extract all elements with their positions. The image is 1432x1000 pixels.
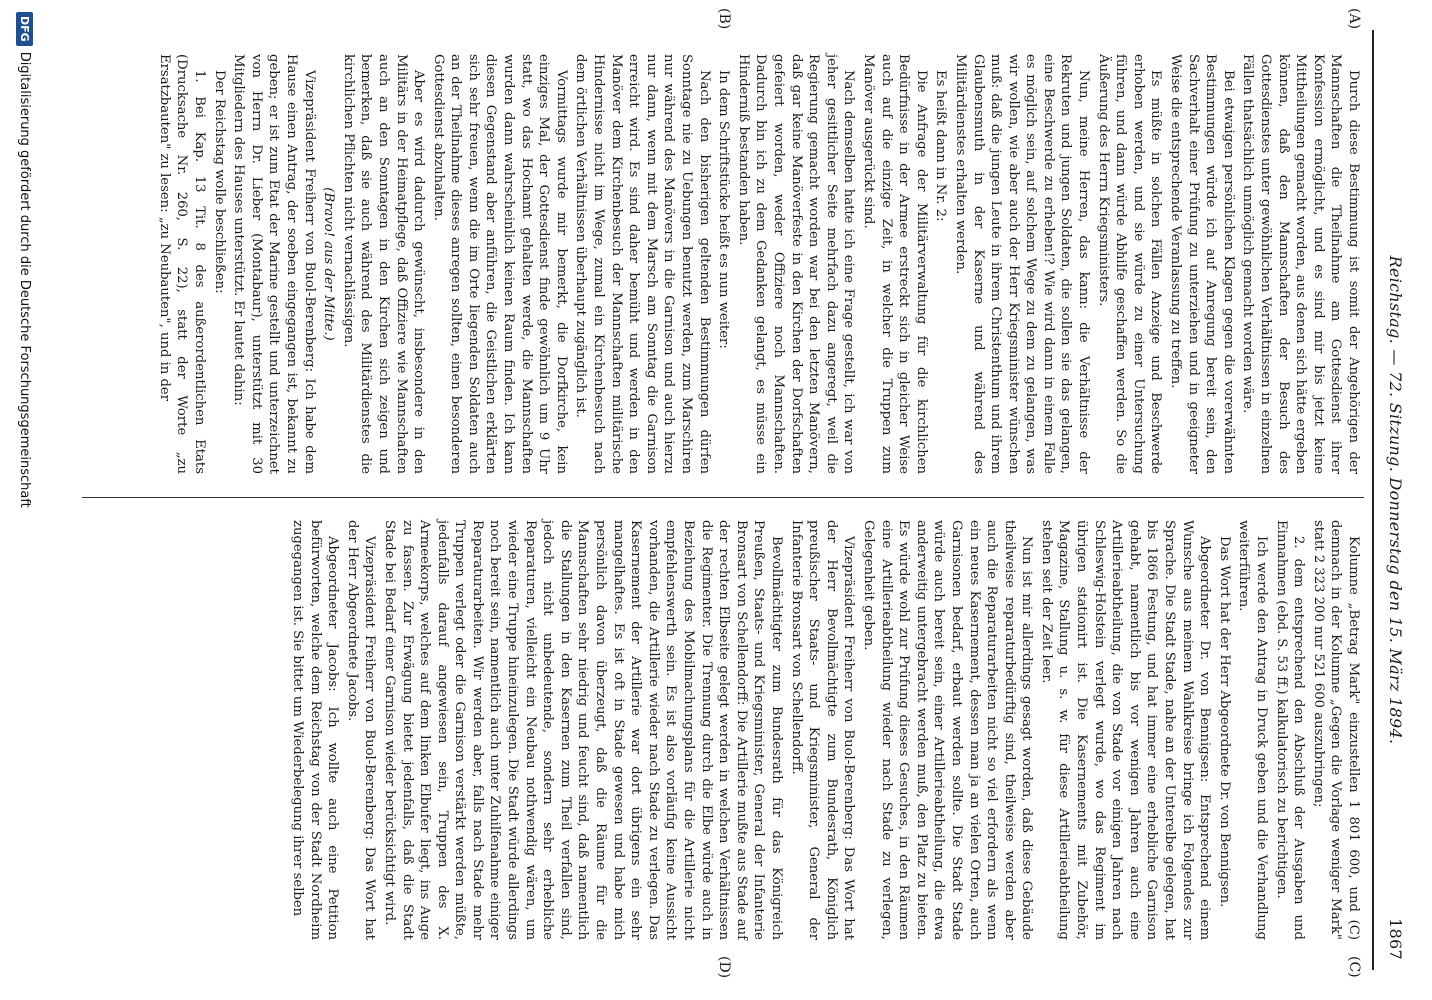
right-column: [72, 520, 1362, 940]
paragraph: Aber es wird dadurch gewünscht, insbesondere in den Militärs in der Heimatpflege, daß Offiziere wie Mannschaften auch an den Sonntagen in den Kirchen sich zeigen und bemerken, daß sie auch während des Militärdienstes die kirchlichen Pflichten nicht vernachlässigen.: [340, 54, 427, 474]
paragraph: Vizepräsident Freiherr von Buol-Berenberg: Das Wort hat der Herr Abgeordnete Jacobs.: [344, 520, 378, 940]
paragraph: Es heißt dann in Nr. 2:: [933, 70, 949, 222]
header-title: Reichstag. — 72. Sitzung. Donnerstag den 15. März 1894.: [1386, 255, 1406, 745]
paragraph: Bei etwaigen persönlichen Klagen gegen die vorerwähnten Bestimmungen würde ich auf Anregung bereit sein, den Sachverhalt einer Prüfung zu unterziehen und in geeigneter Weise die entsprechende Veranlassung zu treffen.: [1168, 54, 1236, 474]
paragraph: Nun, meine Herren, das kann: die Verhältnisse der Rekruten und jungen Soldaten, die sollen sie das gelangen, eine Beschwerde zu erheben!? Wie wird dann in einem Falle es möglich sein, auf solchem Wege zu dem zu gelangen, was wir wollen, wie aber auch der Herr Kriegsminister wünschen muß: daß die jungen Leute in ihrem Christenthum und ihrem Glaubensmuth in der Kaserne und während des Militärdienstes erhalten werden.: [952, 54, 1092, 474]
paragraph: Nun ist mir allerdings gesagt worden, daß diese Gebäude theilweise reparaturbedürftig sind, theilweise werden aber auch die Reparaturarbeiten nicht so viel erfordern als wenn ein neues Kasernement, dessen man ja an vielen Orten, auch Garnisonen bedarf, erbaut werden sollte. Die Stadt Stade würde auch bereit sein, einer Artillerieabtheilung, die etwa anderweitig untergebracht werden muß, den Platz zu bieten. Es würde wohl zur Prüfung dieses Gesuches, in den Räumen eine Artillerieabtheilung wieder nach Stade zu verlegen, Gelegenheit geben.: [860, 520, 1035, 940]
header-page-number: 1867: [1386, 918, 1406, 960]
paragraph: Das Wort hat der Herr Abgeordnete Dr. von Bennigsen.: [1216, 536, 1232, 908]
dfg-logo: DFG: [17, 12, 34, 46]
paragraph: Bevollmächtigter zum Bundesrath für das Königreich Preußen, Staats- und Kriegsminister, General der Infanterie Bronsart von Schellendorff: Die Artillerie mußte aus Stade auf der rechten Elbseite gelegt werden in welchen Verhältnissen die Regimenter. Die Trennung durch die Elbe würde auch in Beziehung des Mobilmachungsplans für die Artillerie nicht empfehlenswerth sein. Es ist also vorläufig keine Aussicht vorhanden, die Artillerie wieder nach Stade zu verlegen. Das Kasernement der Artillerie war dort übrigens ein sehr mangelhaftes. Es ist oft in Stade gewesen und habe mich persönlich davon überzeugt, daß die Räume für die Mannschaften sehr niedrig und feucht sind, daß namentlich die Stallungen in den Kasernen zum Theil verfallen sind, jedoch nicht unbedeutende, sondern sehr erhebliche Reparaturen, vielleicht ein Neubau nothwendig wären, um wieder eine Truppe hineinzulegen. Die Stadt würde allerdings noch bereit sein, namentlich auch unter Zuhilfenahme einiger Reparaturarbeiten. Wir werden aber, falls nach Stade mehr Truppen verlegt oder die Garnison verstärkt werden müßte, jedenfalls darauf angewiesen sein, Truppen des X. Armeekorps, welches auf dem linken Elbufer liegt, ins Auge zu fassen. Zur Erwägung bietet jedenfalls, daß die Stadt Stade bei Bedarf einer Garnison wieder berücksichtigt wird.: [381, 520, 784, 940]
paragraph: Nach demselben hatte ich eine Frage gestellt, ich war von jeher gesittlicher Seite mehrfach dazu angeregt, weil die Regierung gemacht worden war bei den letzten Manövern, daß gar keine Manöverfeste in den Kirchen der Dorfschaften gefeiert worden, weder Offiziere noch Mannschaften. Dadurch bin ich zu dem Gedanken gelangt, es müsse ein Hinderniß bestanden haben.: [735, 54, 857, 474]
paragraph: Ich werde den Antrag in Druck geben und die Verhandlung weiterführen.: [1236, 520, 1270, 940]
paragraph: Es müßte in solchen Fällen Anzeige und Beschwerde erhoben werden, und sie würde zu einer Untersuchung führen, und dann würde Abhilfe geschaffen werden. So die Äußerung des Herrn Kriegsministers.: [1095, 54, 1164, 474]
left-column: [72, 54, 1362, 474]
margin-marker-d: (D): [716, 956, 732, 979]
paragraph: Abgeordneter Dr. von Bennigsen: Entsprechend einem Wunsche aus meinem Wahlkreise bringe ich Folgendes zur Sprache. Die Stadt Stade, nahe an der Unterelbe gelegen, hat bis 1866 Festung, und hat immer eine erhebliche Garnison gehabt, namentlich bis vor wenigen Jahren auch eine Artillerieabtheilung, die von Stade vor einigen Jahren nach Schleswig-Holstein verlegt wurde, wo das Regiment im übrigen stationirt ist. Die Kasernements mit Zubehör, Magazine, Stallung u. s. w. für diese Artillerieabtheilung stehen seit der Zeit leer.: [1038, 520, 1213, 940]
page-header: [1382, 40, 1410, 960]
digitization-footer: [0, 0, 50, 1000]
paragraph: Vormittags wurde mir bemerkt, die Dorfkirche, kein einziges Mal, der Gottesdienst finde gewöhnlich um 9 Uhr statt, wo das Hochamt gehalten werde, die Mannschaften wurden dann wahrscheinlich keinen Raum finden. Ich kann diesen Gegenstand aber anführen, die Geistlichen erklärten sich sehr freuen, wenn die im Orte liegenden Soldaten auch an der Theilnahme dieses anregen sollten, einen besonderen Gottesdienst abzuhalten.: [430, 54, 569, 474]
paragraph: Nach den bisherigen geltenden Bestimmungen dürfen Sonntage nie zu Uebungen benutzt werden, zum Marschiren nur während des Manövers in die Garnison und auch hierzu nur dann, wenn mit dem Marsch am Sonntag die Garnison erreicht wird. Es sind daher bemüht und werden in den Manöver dem Kirchenbesuch der Mannschaften militärische Hindernisse nicht im Wege, zumal ein Kirchenbesuch nach dem örtlichen Verhältnissen überhaupt zugänglich ist.: [573, 54, 712, 474]
footer-text: Digitalisierung gefördert durch die Deutsche Forschungsgemeinschaft: [17, 51, 33, 508]
column-divider: [82, 497, 1364, 498]
paragraph: Vizepräsident Freiherr von Buol-Berenberg: Ich habe dem Hause einen Antrag, der soeben eingegangen ist, bekannt zu geben; er ist zum Etat der Marine gestellt und unterzeichnet von Herrn Dr. Lieber (Montabaur), unterstützt mit 30 Mitgliedern des Hauses unterstützt. Er lautet dahin:: [231, 54, 317, 474]
paragraph: Vizepräsident Freiherr von Buol-Berenberg: Das Wort hat der Herr Bevollmächtigte zum Bundesrath, Königlich preußischer Staats- und Kriegsminister, General der Infanterie Bronsart von Schellendorff.: [788, 520, 857, 940]
paragraph: In dem Schriftstücke heißt es nun weiter:: [716, 70, 732, 349]
margin-marker-c: (C): [1346, 956, 1362, 978]
paragraph: 2. dem entsprechend den Abschluß der Ausgaben und Einnahmen (ebd. S. 53 ff.) kalkulatorisch zu berichtigen.: [1273, 520, 1307, 940]
paragraph: Abgeordneter Jacobs: Ich wollte auch eine Petition befürworten, welche dem Reichstag von der Stadt Nordheim zugegangen ist. Sie bittet um Wiederbelegung ihrer selben: [289, 520, 341, 940]
document-page: [52, 0, 1432, 1000]
paragraph: 1. Bei Kap. 13 Tit. 8 des außerordentlichen Etats (Drucksache Nr. 260, S. 22), statt der Worte „zu Ersatzbauten" zu lesen: „zu Neubauten", und in der: [156, 54, 207, 474]
margin-marker-a: (A): [1346, 8, 1362, 30]
paragraph: (Bravo! aus der Mitte.): [321, 187, 337, 341]
paragraph: Die Anfrage der Militärverwaltung für die kirchlichen Bedürfnisse in der Armee erstreckt sich in gleicher Weise auch auf die einzige Zeit, in welcher die Truppen zum Manöver ausgerückt sind.: [860, 54, 929, 474]
paragraph: Durch diese Bestimmung ist somit der Angehörigen der Mannschaften die Theilnahme am Gottesdienst ihrer Konfession ermöglicht, und es sind mir bis jetzt keine Mittheilungen gemacht worden, aus denen sich hätte ergeben können, daß den Mannschaften der Besuch des Gottesdienstes unter gewöhnlichen Verhältnissen in einzelnen Fällen thatsächlich unmöglich gemacht worden wäre.: [1240, 54, 1361, 474]
margin-marker-b: (B): [716, 8, 732, 30]
paragraph: Der Reichstag wolle beschließen:: [211, 70, 227, 294]
header-rule: [1372, 30, 1374, 970]
paragraph: Kolumne „Betrag Mark" einzustellen 1 801 600, und (C) demnach in der Kolumne „Gegen die Vorlage weniger Mark" statt 2 323 200 nur 521 600 auszubringen;: [1310, 520, 1361, 940]
